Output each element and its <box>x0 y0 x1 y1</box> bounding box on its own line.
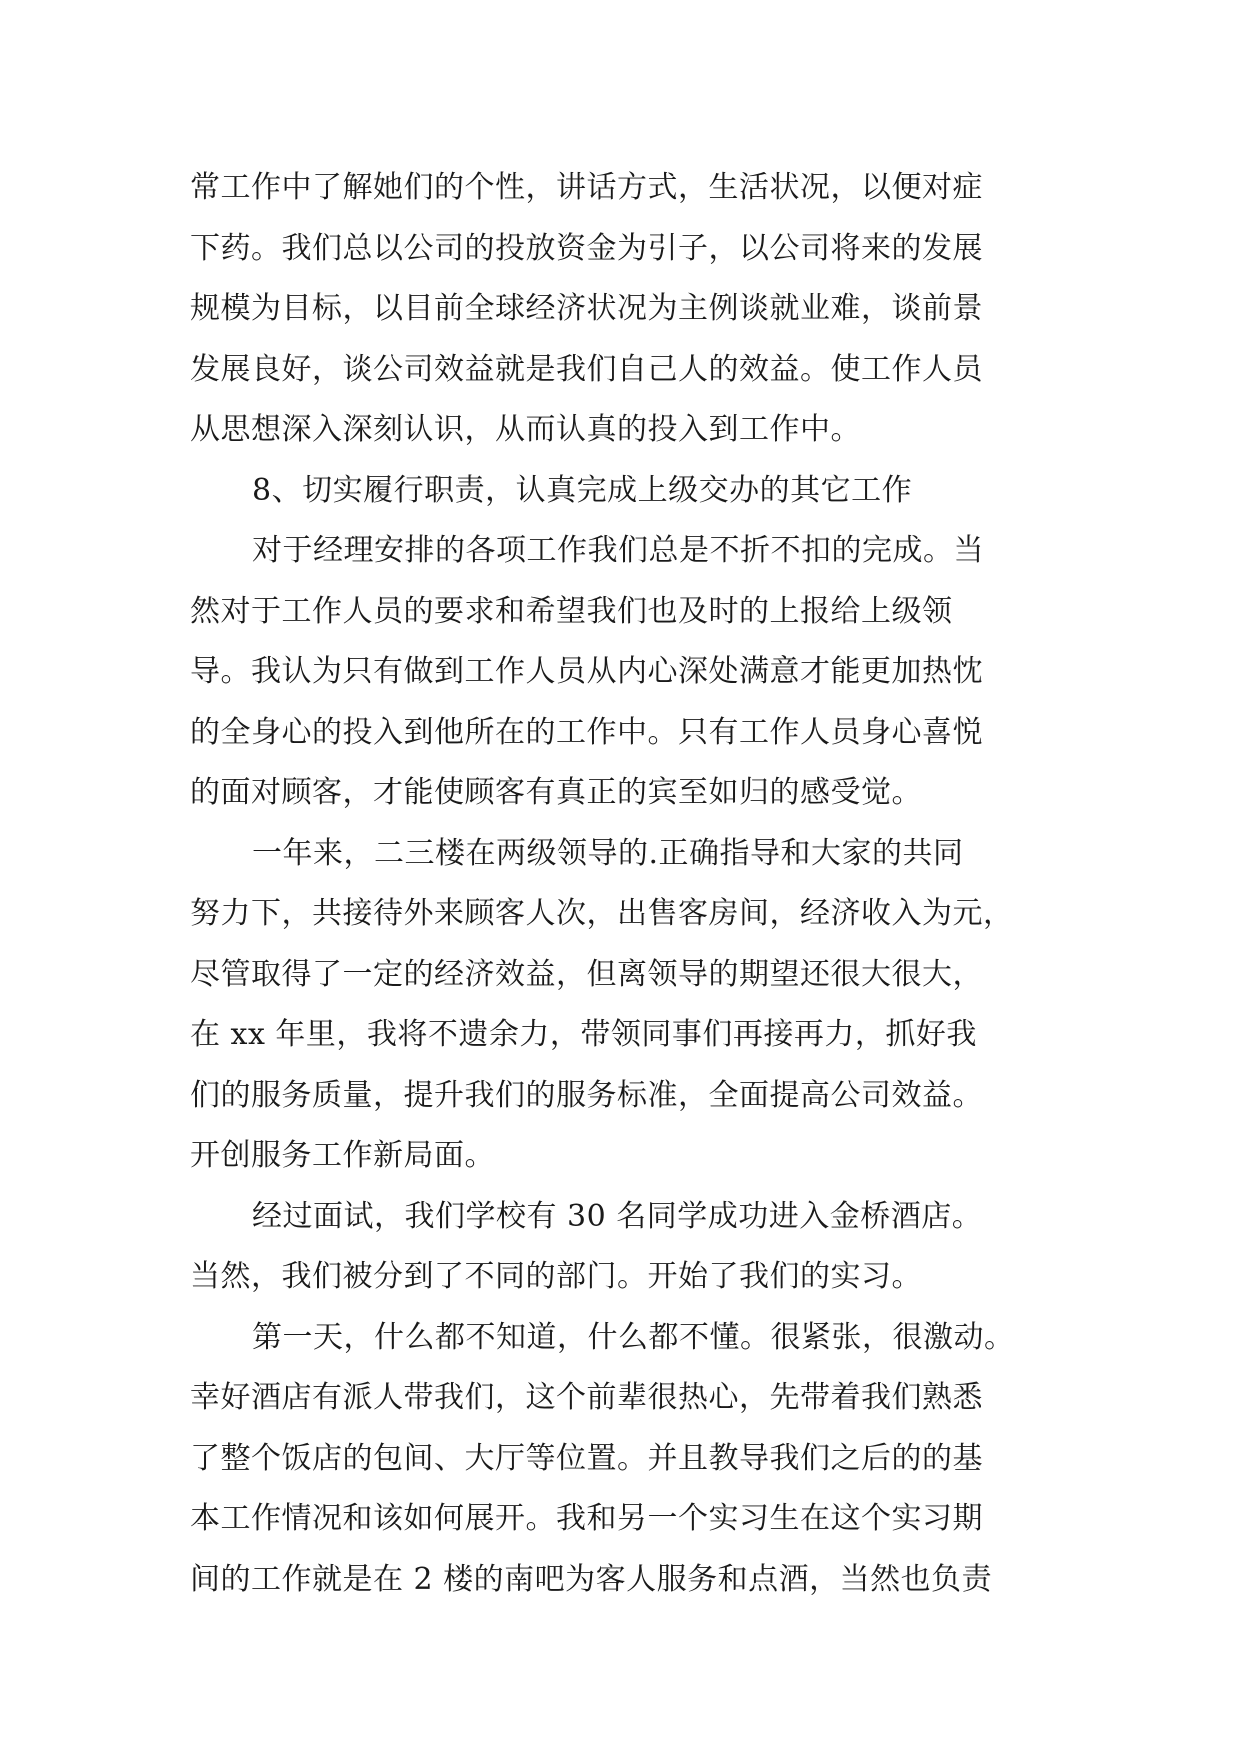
text-line: 本工作情况和该如何展开。我和另一个实习生在这个实习期 <box>190 1501 983 1536</box>
text-line: 从思想深入深刻认识，从而认真的投入到工作中。 <box>190 412 861 447</box>
text-line: 间的工作就是在 2 楼的南吧为客人服务和点酒，当然也负责 <box>190 1561 993 1597</box>
text-line: 规模为目标，以目前全球经济状况为主例谈就业难，谈前景 <box>190 291 983 326</box>
paragraph-start-line: 对于经理安排的各项工作我们总是不折不扣的完成。当 <box>252 533 984 568</box>
text-line: 开创服务工作新局面。 <box>190 1138 495 1173</box>
text-line: 努力下，共接待外来顾客人次，出售客房间，经济收入为元， <box>190 896 1014 931</box>
text-line: 了整个饭店的包间、大厅等位置。并且教导我们之后的的基 <box>190 1440 983 1476</box>
text-line: 下药。我们总以公司的投放资金为引子，以公司将来的发展 <box>190 230 983 266</box>
text-line: 然对于工作人员的要求和希望我们也及时的上报给上级领 <box>190 593 953 629</box>
text-line: 常工作中了解她们的个性，讲话方式，生活状况，以便对症 <box>190 170 983 205</box>
paragraph-start-line: 第一天，什么都不知道，什么都不懂。很紧张，很激动。 <box>252 1319 1015 1355</box>
text-line: 发展良好，谈公司效益就是我们自己人的效益。使工作人员 <box>190 351 983 387</box>
paragraph-start-line: 一年来，二三楼在两级领导的.正确指导和大家的共同 <box>252 835 964 871</box>
text-line: 尽管取得了一定的经济效益，但离领导的期望还很大很大， <box>190 956 983 992</box>
text-line: 在 xx 年里，我将不遗余力，带领同事们再接再力，抓好我 <box>190 1017 977 1052</box>
paragraph-start-line: 经过面试，我们学校有 30 名同学成功进入金桥酒店。 <box>252 1198 983 1234</box>
text-line: 的面对顾客，才能使顾客有真正的宾至如归的感受觉。 <box>190 775 922 810</box>
body-text <box>190 158 1060 1610</box>
text-line: 幸好酒店有派人带我们，这个前辈很热心，先带着我们熟悉 <box>190 1380 983 1415</box>
text-line: 导。我认为只有做到工作人员从内心深处满意才能更加热忱 <box>190 654 983 689</box>
text-line: 们的服务质量，提升我们的服务标准，全面提高公司效益。 <box>190 1077 983 1113</box>
text-line: 当然，我们被分到了不同的部门。开始了我们的实习。 <box>190 1259 922 1294</box>
text-line: 的全身心的投入到他所在的工作中。只有工作人员身心喜悦 <box>190 714 983 750</box>
section-heading: 8、切实履行职责，认真完成上级交办的其它工作 <box>252 472 913 508</box>
